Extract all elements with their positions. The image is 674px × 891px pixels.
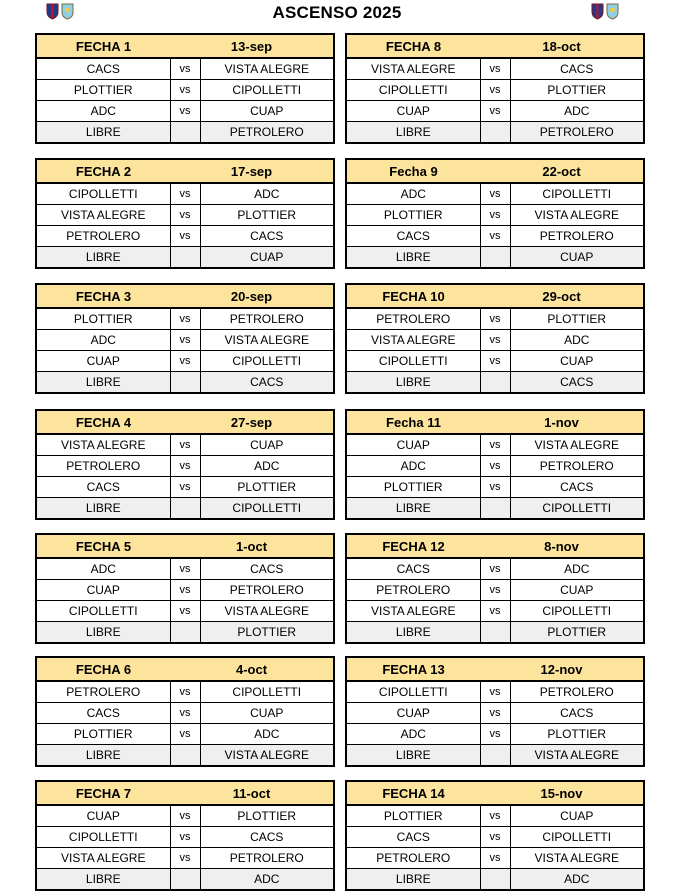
bye-label: LIBRE [36, 622, 170, 644]
home-team: VISTA ALEGRE [346, 601, 480, 622]
bye-row [346, 498, 644, 520]
away-team: ADC [510, 101, 644, 122]
round-label: FECHA 4 [36, 410, 170, 434]
match-row [36, 226, 334, 247]
home-team: CUAP [346, 101, 480, 122]
home-team: PLOTTIER [346, 477, 480, 498]
round-label: FECHA 14 [346, 781, 480, 805]
fixture-table [35, 158, 335, 269]
fixture-table [35, 656, 335, 767]
away-team: CACS [200, 226, 334, 247]
round-date: 11-oct [170, 781, 334, 805]
round-label: FECHA 12 [346, 534, 480, 558]
round-label: FECHA 7 [36, 781, 170, 805]
match-row [346, 351, 644, 372]
match-row [346, 703, 644, 724]
away-team: VISTA ALEGRE [510, 205, 644, 226]
bye-team: CACS [510, 372, 644, 394]
bye-spacer [170, 372, 200, 394]
home-team: VISTA ALEGRE [346, 330, 480, 351]
away-team: PETROLERO [510, 226, 644, 247]
fixture-table [345, 158, 645, 269]
match-row [346, 434, 644, 456]
away-team: VISTA ALEGRE [200, 58, 334, 80]
match-row [36, 827, 334, 848]
home-team: PLOTTIER [346, 805, 480, 827]
home-team: PETROLERO [346, 580, 480, 601]
bye-label: LIBRE [346, 622, 480, 644]
home-team: ADC [36, 330, 170, 351]
round-header [36, 159, 334, 183]
versus-label: vs [170, 183, 200, 205]
fixture-table [35, 283, 335, 394]
versus-label: vs [170, 456, 200, 477]
round-date: 12-nov [480, 657, 644, 681]
match-row [346, 183, 644, 205]
round-header [346, 34, 644, 58]
versus-label: vs [480, 308, 510, 330]
versus-label: vs [480, 724, 510, 745]
versus-label: vs [480, 351, 510, 372]
round-date: 15-nov [480, 781, 644, 805]
bye-label: LIBRE [36, 498, 170, 520]
home-team: PLOTTIER [36, 308, 170, 330]
away-team: CACS [510, 58, 644, 80]
fixture-table [35, 533, 335, 644]
bye-label: LIBRE [346, 745, 480, 767]
versus-label: vs [480, 434, 510, 456]
round-header [36, 781, 334, 805]
round-header [346, 410, 644, 434]
away-team: PLOTTIER [200, 205, 334, 226]
versus-label: vs [480, 226, 510, 247]
home-team: PETROLERO [346, 308, 480, 330]
round-date: 27-sep [170, 410, 334, 434]
fixture-table [345, 656, 645, 767]
home-team: PETROLERO [36, 681, 170, 703]
bye-label: LIBRE [346, 372, 480, 394]
bye-team: PLOTTIER [510, 622, 644, 644]
bye-row [346, 622, 644, 644]
versus-label: vs [170, 681, 200, 703]
versus-label: vs [480, 58, 510, 80]
home-team: ADC [346, 724, 480, 745]
versus-label: vs [480, 477, 510, 498]
round-date: 18-oct [480, 34, 644, 58]
away-team: PETROLERO [510, 456, 644, 477]
home-team: CIPOLLETTI [36, 183, 170, 205]
match-row [346, 580, 644, 601]
match-row [346, 601, 644, 622]
round-label: FECHA 5 [36, 534, 170, 558]
round-date: 29-oct [480, 284, 644, 308]
away-team: CIPOLLETTI [510, 827, 644, 848]
match-row [346, 205, 644, 226]
match-row [36, 80, 334, 101]
fixture-table [35, 780, 335, 891]
bye-row [36, 869, 334, 891]
bye-label: LIBRE [346, 498, 480, 520]
away-team: CUAP [510, 351, 644, 372]
home-team: CIPOLLETTI [346, 351, 480, 372]
fixture-table [345, 283, 645, 394]
bye-label: LIBRE [36, 247, 170, 269]
bye-spacer [480, 372, 510, 394]
round-header [346, 657, 644, 681]
versus-label: vs [170, 805, 200, 827]
match-row [346, 456, 644, 477]
bye-spacer [480, 498, 510, 520]
versus-label: vs [170, 205, 200, 226]
home-team: ADC [346, 183, 480, 205]
fixture-table [345, 780, 645, 891]
bye-label: LIBRE [36, 122, 170, 144]
header-logos-right [591, 3, 619, 20]
bye-row [346, 372, 644, 394]
bye-row [36, 745, 334, 767]
round-date: 17-sep [170, 159, 334, 183]
round-date: 1-oct [170, 534, 334, 558]
home-team: CACS [346, 226, 480, 247]
match-row [36, 558, 334, 580]
round-header [36, 534, 334, 558]
match-row [346, 724, 644, 745]
away-team: CUAP [510, 805, 644, 827]
league-badge-icon [606, 3, 619, 20]
away-team: CUAP [200, 703, 334, 724]
bye-spacer [170, 869, 200, 891]
round-date: 20-sep [170, 284, 334, 308]
round-header [36, 284, 334, 308]
away-team: CIPOLLETTI [200, 351, 334, 372]
home-team: CIPOLLETTI [346, 80, 480, 101]
bye-label: LIBRE [346, 869, 480, 891]
match-row [36, 703, 334, 724]
versus-label: vs [170, 226, 200, 247]
match-row [36, 456, 334, 477]
home-team: CIPOLLETTI [36, 827, 170, 848]
match-row [346, 805, 644, 827]
bye-label: LIBRE [346, 122, 480, 144]
match-row [346, 330, 644, 351]
away-team: ADC [200, 456, 334, 477]
bye-team: PLOTTIER [200, 622, 334, 644]
home-team: CUAP [346, 434, 480, 456]
away-team: VISTA ALEGRE [200, 601, 334, 622]
home-team: PLOTTIER [36, 80, 170, 101]
round-date: 13-sep [170, 34, 334, 58]
versus-label: vs [170, 580, 200, 601]
match-row [36, 681, 334, 703]
bye-row [36, 372, 334, 394]
bye-row [346, 247, 644, 269]
match-row [36, 351, 334, 372]
match-row [36, 848, 334, 869]
match-row [346, 101, 644, 122]
bye-team: CUAP [200, 247, 334, 269]
home-team: PETROLERO [36, 226, 170, 247]
versus-label: vs [170, 848, 200, 869]
bye-team: VISTA ALEGRE [200, 745, 334, 767]
home-team: ADC [346, 456, 480, 477]
round-header [346, 781, 644, 805]
round-label: FECHA 3 [36, 284, 170, 308]
round-label: Fecha 9 [346, 159, 480, 183]
away-team: CIPOLLETTI [200, 80, 334, 101]
bye-row [346, 869, 644, 891]
versus-label: vs [170, 827, 200, 848]
away-team: CUAP [200, 101, 334, 122]
versus-label: vs [170, 101, 200, 122]
round-header [36, 410, 334, 434]
bye-team: CIPOLLETTI [200, 498, 334, 520]
bye-team: PETROLERO [510, 122, 644, 144]
versus-label: vs [480, 80, 510, 101]
home-team: CACS [36, 58, 170, 80]
bye-team: ADC [510, 869, 644, 891]
home-team: CUAP [36, 805, 170, 827]
round-date: 4-oct [170, 657, 334, 681]
home-team: CACS [346, 827, 480, 848]
fixture-table [345, 409, 645, 520]
home-team: PETROLERO [346, 848, 480, 869]
away-team: CACS [200, 827, 334, 848]
versus-label: vs [480, 703, 510, 724]
bye-spacer [170, 622, 200, 644]
bye-row [36, 622, 334, 644]
match-row [36, 183, 334, 205]
home-team: CACS [36, 477, 170, 498]
away-team: PETROLERO [200, 848, 334, 869]
round-header [346, 159, 644, 183]
versus-label: vs [170, 601, 200, 622]
bye-team: CACS [200, 372, 334, 394]
away-team: CUAP [510, 580, 644, 601]
home-team: VISTA ALEGRE [36, 848, 170, 869]
home-team: VISTA ALEGRE [36, 434, 170, 456]
match-row [36, 477, 334, 498]
bye-team: CUAP [510, 247, 644, 269]
round-header [346, 534, 644, 558]
round-date: 1-nov [480, 410, 644, 434]
match-row [36, 58, 334, 80]
versus-label: vs [480, 456, 510, 477]
away-team: VISTA ALEGRE [510, 848, 644, 869]
match-row [346, 80, 644, 101]
versus-label: vs [170, 724, 200, 745]
page-title: ASCENSO 2025 [272, 3, 402, 22]
bye-row [36, 498, 334, 520]
bye-team: ADC [200, 869, 334, 891]
home-team: CUAP [346, 703, 480, 724]
bye-spacer [480, 247, 510, 269]
away-team: PLOTTIER [200, 805, 334, 827]
away-team: PLOTTIER [510, 308, 644, 330]
versus-label: vs [170, 330, 200, 351]
versus-label: vs [480, 330, 510, 351]
away-team: ADC [200, 183, 334, 205]
round-label: FECHA 6 [36, 657, 170, 681]
away-team: CUAP [200, 434, 334, 456]
away-team: PETROLERO [200, 308, 334, 330]
club-shield-icon [591, 3, 604, 20]
bye-spacer [480, 122, 510, 144]
versus-label: vs [480, 580, 510, 601]
home-team: PLOTTIER [36, 724, 170, 745]
versus-label: vs [170, 703, 200, 724]
round-header [346, 284, 644, 308]
bye-spacer [170, 247, 200, 269]
away-team: VISTA ALEGRE [200, 330, 334, 351]
bye-spacer [170, 498, 200, 520]
match-row [346, 848, 644, 869]
match-row [36, 580, 334, 601]
away-team: CIPOLLETTI [200, 681, 334, 703]
bye-label: LIBRE [346, 247, 480, 269]
home-team: CIPOLLETTI [346, 681, 480, 703]
match-row [346, 308, 644, 330]
match-row [346, 226, 644, 247]
away-team: CACS [510, 703, 644, 724]
home-team: CACS [346, 558, 480, 580]
home-team: PLOTTIER [346, 205, 480, 226]
away-team: CACS [200, 558, 334, 580]
versus-label: vs [480, 205, 510, 226]
round-label: FECHA 10 [346, 284, 480, 308]
bye-team: VISTA ALEGRE [510, 745, 644, 767]
match-row [36, 805, 334, 827]
bye-team: PETROLERO [200, 122, 334, 144]
match-row [36, 434, 334, 456]
bye-spacer [480, 622, 510, 644]
round-label: Fecha 11 [346, 410, 480, 434]
home-team: ADC [36, 558, 170, 580]
fixture-table [35, 409, 335, 520]
home-team: CUAP [36, 351, 170, 372]
bye-label: LIBRE [36, 869, 170, 891]
versus-label: vs [170, 477, 200, 498]
round-label: FECHA 8 [346, 34, 480, 58]
match-row [36, 101, 334, 122]
versus-label: vs [170, 434, 200, 456]
bye-label: LIBRE [36, 745, 170, 767]
match-row [36, 205, 334, 226]
versus-label: vs [170, 58, 200, 80]
round-header [36, 657, 334, 681]
match-row [36, 601, 334, 622]
away-team: CIPOLLETTI [510, 183, 644, 205]
away-team: ADC [200, 724, 334, 745]
home-team: VISTA ALEGRE [346, 58, 480, 80]
home-team: CUAP [36, 580, 170, 601]
match-row [346, 558, 644, 580]
away-team: PETROLERO [510, 681, 644, 703]
bye-row [346, 745, 644, 767]
away-team: CIPOLLETTI [510, 601, 644, 622]
away-team: ADC [510, 330, 644, 351]
round-header [36, 34, 334, 58]
versus-label: vs [480, 681, 510, 703]
away-team: PLOTTIER [510, 724, 644, 745]
versus-label: vs [480, 558, 510, 580]
away-team: ADC [510, 558, 644, 580]
bye-label: LIBRE [36, 372, 170, 394]
match-row [346, 681, 644, 703]
bye-row [36, 122, 334, 144]
versus-label: vs [170, 351, 200, 372]
home-team: ADC [36, 101, 170, 122]
home-team: CIPOLLETTI [36, 601, 170, 622]
bye-spacer [170, 122, 200, 144]
away-team: PLOTTIER [510, 80, 644, 101]
match-row [346, 477, 644, 498]
versus-label: vs [170, 80, 200, 101]
home-team: VISTA ALEGRE [36, 205, 170, 226]
round-label: FECHA 2 [36, 159, 170, 183]
versus-label: vs [480, 805, 510, 827]
match-row [36, 308, 334, 330]
bye-row [346, 122, 644, 144]
home-team: CACS [36, 703, 170, 724]
bye-spacer [170, 745, 200, 767]
fixture-table [345, 533, 645, 644]
versus-label: vs [480, 101, 510, 122]
away-team: VISTA ALEGRE [510, 434, 644, 456]
round-label: FECHA 13 [346, 657, 480, 681]
away-team: CACS [510, 477, 644, 498]
fixture-table [35, 33, 335, 144]
bye-team: CIPOLLETTI [510, 498, 644, 520]
round-date: 8-nov [480, 534, 644, 558]
bye-row [36, 247, 334, 269]
bye-spacer [480, 745, 510, 767]
versus-label: vs [480, 827, 510, 848]
round-date: 22-oct [480, 159, 644, 183]
home-team: PETROLERO [36, 456, 170, 477]
versus-label: vs [480, 183, 510, 205]
match-row [346, 58, 644, 80]
match-row [346, 827, 644, 848]
round-label: FECHA 1 [36, 34, 170, 58]
bye-spacer [480, 869, 510, 891]
match-row [36, 330, 334, 351]
fixture-table [345, 33, 645, 144]
versus-label: vs [170, 558, 200, 580]
away-team: PLOTTIER [200, 477, 334, 498]
versus-label: vs [170, 308, 200, 330]
versus-label: vs [480, 848, 510, 869]
away-team: PETROLERO [200, 580, 334, 601]
versus-label: vs [480, 601, 510, 622]
match-row [36, 724, 334, 745]
